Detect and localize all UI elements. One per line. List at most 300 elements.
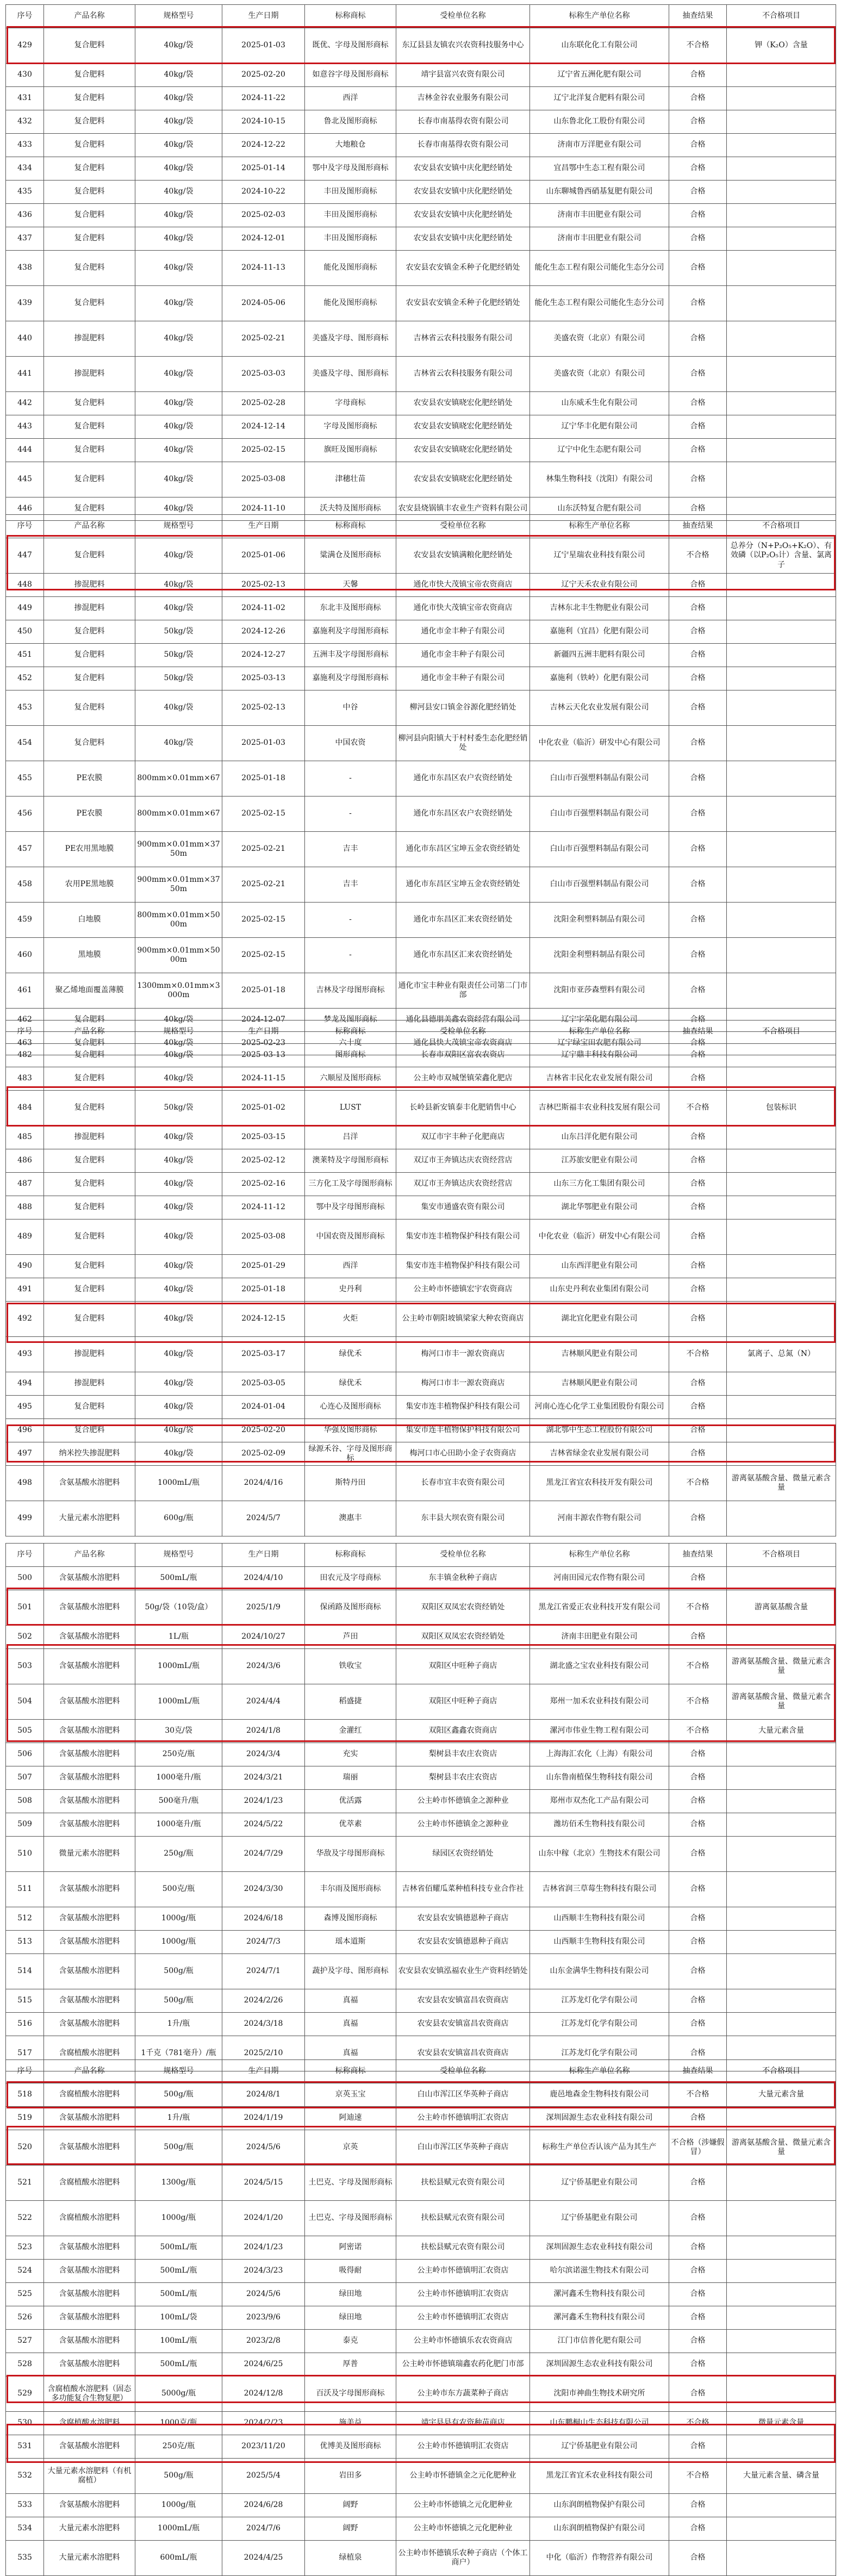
cell-serial: 510 [6, 1837, 44, 1872]
cell-serial: 493 [6, 1337, 44, 1372]
cell-manufacturer: 能化生态工程有限公司能化生态分公司 [530, 286, 669, 321]
table-row [6, 1626, 836, 1649]
cell-manufacturer: 山东威禾生化有限公司 [530, 392, 669, 415]
cell-production-date: 2024/4/25 [222, 2541, 305, 2576]
cell-inspected-unit: 通化市宝丰种业有限责任公司第二门市部 [396, 973, 530, 1009]
cell-inspected-unit: 农安县农安镇金禾种子化肥经销处 [396, 286, 530, 321]
cell-manufacturer: 白山市百强塑料制品有限公司 [530, 867, 669, 903]
cell-failed-items [727, 903, 836, 938]
cell-inspected-unit: 通化市东昌区宝坤五金农资经销处 [396, 832, 530, 867]
cell-inspected-unit: 公主岭市怀德镇瑞鑫农药化肥门市部 [396, 2353, 530, 2376]
cell-result: 合格 [669, 2260, 727, 2283]
cell-failed-items: 氯离子、总氮（N） [727, 1337, 836, 1372]
cell-product-name: 含氨基酸水溶肥料 [44, 1907, 135, 1931]
cell-inspected-unit: 吉林金谷农业服务有限公司 [396, 87, 530, 110]
cell-failed-items [727, 110, 836, 134]
cell-brand: 真福 [305, 2013, 396, 2036]
cell-inspected-unit: 梅河口市心田助小金子农资商店 [396, 1442, 530, 1466]
table-row [6, 1091, 836, 1126]
cell-serial: 434 [6, 157, 44, 181]
cell-serial: 446 [6, 497, 44, 521]
table-row [6, 1044, 836, 1067]
cell-failed-items [727, 1126, 836, 1149]
cell-production-date: 2024/1/23 [222, 2236, 305, 2260]
cell-brand: 瑶本道斯 [305, 1931, 396, 1954]
header-serial: 序号 [6, 1544, 44, 1567]
cell-inspected-unit: 公主岭市怀德镇明汇农资店 [396, 2283, 530, 2306]
cell-product-name: 含氨基酸水溶肥料 [44, 1649, 135, 1684]
table-row [6, 28, 836, 64]
cell-production-date: 2024-12-22 [222, 134, 305, 157]
cell-brand: 西洋 [305, 1255, 396, 1278]
cell-spec: 500g/瓶 [135, 2130, 222, 2166]
cell-spec: 40kg/袋 [135, 1337, 222, 1372]
cell-spec: 1000g/瓶 [135, 2201, 222, 2236]
cell-result: 合格 [669, 392, 727, 415]
cell-failed-items [727, 134, 836, 157]
cell-result: 合格 [669, 1009, 727, 1032]
cell-product-name: 复合肥料 [44, 1067, 135, 1091]
cell-result: 合格 [669, 415, 727, 439]
cell-failed-items [727, 87, 836, 110]
cell-serial: 520 [6, 2130, 44, 2166]
table-row [6, 973, 836, 1009]
cell-serial: 499 [6, 1501, 44, 1536]
cell-serial: 512 [6, 1907, 44, 1931]
cell-manufacturer: 江苏旅安肥业有限公司 [530, 1149, 669, 1173]
cell-result: 合格 [669, 1419, 727, 1442]
cell-manufacturer: 吉林云天化农业发展有限公司 [530, 690, 669, 726]
cell-failed-items [727, 2260, 836, 2283]
cell-result: 合格 [669, 2107, 727, 2130]
cell-spec: 500g/瓶 [135, 2459, 222, 2494]
table-row [6, 357, 836, 392]
cell-result: 合格 [669, 574, 727, 597]
table-row [6, 2260, 836, 2283]
cell-serial: 524 [6, 2260, 44, 2283]
table-row [6, 227, 836, 251]
cell-production-date: 2025-03-08 [222, 1219, 305, 1255]
cell-manufacturer: 深圳固源生态农业科技有限公司 [530, 2236, 669, 2260]
cell-manufacturer: 江门市信普化肥有限公司 [530, 2330, 669, 2353]
cell-product-name: 复合肥料 [44, 538, 135, 574]
cell-result: 不合格 [669, 2083, 727, 2107]
cell-brand: 绿植泉 [305, 2541, 396, 2576]
cell-failed-items [727, 1837, 836, 1872]
cell-inspected-unit: 公主岭市怀德镇明汇农资店 [396, 2260, 530, 2283]
cell-inspected-unit: 梨树县丰农庄农资店 [396, 1766, 530, 1790]
cell-brand: 如意谷字母及图形商标 [305, 64, 396, 87]
cell-serial: 501 [6, 1590, 44, 1626]
cell-product-name: PE农膜 [44, 797, 135, 832]
cell-serial: 530 [6, 2412, 44, 2435]
cell-brand: 田农元及字母商标 [305, 1567, 396, 1590]
cell-production-date: 2025-03-13 [222, 667, 305, 690]
cell-spec: 1000g/瓶 [135, 1931, 222, 1954]
cell-spec: 250克/瓶 [135, 2435, 222, 2459]
cell-brand: 土巴克、字母及图形商标 [305, 2201, 396, 2236]
cell-production-date: 2025-03-05 [222, 1372, 305, 1396]
cell-serial: 500 [6, 1567, 44, 1590]
cell-manufacturer: 吉林顺风肥业有限公司 [530, 1337, 669, 1372]
cell-spec: 600mL/瓶 [135, 2541, 222, 2576]
cell-inspected-unit: 长春市宜丰农资有限公司 [396, 1466, 530, 1501]
cell-production-date: 2024/2/23 [222, 2412, 305, 2435]
cell-brand: 澳莱特及字母图形商标 [305, 1149, 396, 1173]
cell-spec: 40kg/袋 [135, 1009, 222, 1032]
table-row [6, 690, 836, 726]
cell-result: 合格 [669, 1278, 727, 1302]
cell-production-date: 2024-12-01 [222, 227, 305, 251]
header-inspected-unit: 受检单位名称 [396, 5, 530, 28]
cell-product-name: 含腐植酸水溶肥料 [44, 2201, 135, 2236]
table-row [6, 1067, 836, 1091]
cell-brand: 心连心及图形商标 [305, 1396, 396, 1419]
cell-result: 合格 [669, 1396, 727, 1419]
table-row [6, 2459, 836, 2494]
table-row [6, 1954, 836, 1989]
cell-production-date: 2024/1/23 [222, 1790, 305, 1813]
cell-failed-items [727, 797, 836, 832]
cell-production-date: 2023/9/6 [222, 2306, 305, 2330]
cell-serial: 495 [6, 1396, 44, 1419]
cell-result: 合格 [669, 2353, 727, 2376]
cell-inspected-unit: 通化市金丰种子有限公司 [396, 620, 530, 644]
cell-serial: 529 [6, 2376, 44, 2412]
cell-production-date: 2025-03-13 [222, 1044, 305, 1067]
cell-brand: 鲁北及图形商标 [305, 110, 396, 134]
cell-serial: 453 [6, 690, 44, 726]
cell-result: 合格 [669, 462, 727, 497]
cell-manufacturer: 哈尔滨诺滋生物技术有限公司 [530, 2260, 669, 2283]
cell-spec: 40kg/袋 [135, 1044, 222, 1067]
cell-failed-items [727, 1255, 836, 1278]
cell-result: 不合格 [669, 2459, 727, 2494]
header-brand: 标称商标 [305, 1021, 396, 1044]
cell-product-name: 含氨基酸水溶肥料 [44, 1872, 135, 1907]
cell-result: 合格 [669, 1766, 727, 1790]
cell-spec: 40kg/袋 [135, 1126, 222, 1149]
cell-failed-items [727, 574, 836, 597]
cell-product-name: 复合肥料 [44, 157, 135, 181]
cell-product-name: 复合肥料 [44, 392, 135, 415]
cell-manufacturer: 山东聊城鲁西硝基复肥有限公司 [530, 181, 669, 204]
cell-manufacturer: 湖北盛之宝农业科技有限公司 [530, 1649, 669, 1684]
cell-inspected-unit: 通化市东昌区农户农资经销处 [396, 761, 530, 797]
cell-brand: 瑞丽 [305, 1766, 396, 1790]
cell-brand: 吉林及字母图形商标 [305, 973, 396, 1009]
cell-inspected-unit: 农安县农安镇中庆化肥经销处 [396, 204, 530, 227]
cell-result: 合格 [669, 1954, 727, 1989]
cell-serial: 532 [6, 2459, 44, 2494]
cell-production-date: 2024-12-07 [222, 1009, 305, 1032]
cell-product-name: 复合肥料 [44, 1009, 135, 1032]
cell-spec: 250g/瓶 [135, 1837, 222, 1872]
cell-inspected-unit: 东丰县大坝农资有限公司 [396, 1501, 530, 1536]
cell-manufacturer: 潍坊佰禾生物科技有限公司 [530, 1813, 669, 1837]
cell-product-name: 含氨基酸水溶肥料 [44, 2236, 135, 2260]
table-row [6, 1907, 836, 1931]
table-row [6, 597, 836, 620]
table-row [6, 2107, 836, 2130]
header-manufacturer: 标称生产单位名称 [530, 2060, 669, 2083]
cell-failed-items [727, 1173, 836, 1196]
cell-production-date: 2024/6/28 [222, 2494, 305, 2517]
table-row [6, 286, 836, 321]
cell-brand: 史丹利 [305, 1278, 396, 1302]
cell-result: 合格 [669, 1743, 727, 1766]
cell-production-date: 2025-01-03 [222, 28, 305, 64]
cell-manufacturer: 黑龙江省宜禾农业科技有限公司 [530, 2459, 669, 2494]
cell-brand: 吕洋 [305, 1126, 396, 1149]
cell-manufacturer: 吉林省润三草莓生物科技有限公司 [530, 1872, 669, 1907]
table-row [6, 867, 836, 903]
cell-manufacturer: 宜昌鄂中生态工程有限公司 [530, 157, 669, 181]
table-row [6, 321, 836, 357]
table-row [6, 667, 836, 690]
cell-serial: 534 [6, 2517, 44, 2541]
cell-product-name: 纳米控失掺混肥料 [44, 1442, 135, 1466]
cell-spec: 500g/瓶 [135, 1989, 222, 2013]
cell-product-name: 含氨基酸水溶肥料 [44, 2283, 135, 2306]
cell-serial: 463 [6, 1032, 44, 1055]
table-row [6, 181, 836, 204]
cell-production-date: 2024/5/6 [222, 2283, 305, 2306]
cell-inspected-unit: 通化县德朋美鑫农资经营有限公司 [396, 1009, 530, 1032]
cell-brand: 华敌及字母图形商标 [305, 1837, 396, 1872]
cell-manufacturer: 中化农业（临沂）研发中心有限公司 [530, 726, 669, 761]
cell-inspected-unit: 公主岭市怀德镇明汇农资店 [396, 2435, 530, 2459]
cell-spec: 40kg/袋 [135, 1219, 222, 1255]
cell-failed-items [727, 1567, 836, 1590]
header-serial: 序号 [6, 515, 44, 538]
cell-spec: 1千克（781毫升）/瓶 [135, 2036, 222, 2071]
cell-failed-items [727, 286, 836, 321]
cell-product-name: 复合肥料 [44, 439, 135, 462]
cell-serial: 509 [6, 1813, 44, 1837]
cell-spec: 40kg/袋 [135, 726, 222, 761]
cell-spec: 50kg/袋 [135, 667, 222, 690]
cell-product-name: 复合肥料 [44, 1278, 135, 1302]
cell-product-name: 掺混肥料 [44, 574, 135, 597]
cell-spec: 40kg/袋 [135, 1196, 222, 1219]
cell-product-name: 复合肥料 [44, 667, 135, 690]
cell-product-name: 含氨基酸水溶肥料 [44, 2107, 135, 2130]
cell-product-name: 掺混肥料 [44, 357, 135, 392]
cell-manufacturer: 能化生态工程有限公司能化生态分公司 [530, 251, 669, 286]
cell-result: 合格 [669, 761, 727, 797]
cell-serial: 507 [6, 1766, 44, 1790]
header-result: 抽查结果 [669, 1021, 727, 1044]
cell-product-name: 含氨基酸水溶肥料 [44, 1684, 135, 1720]
cell-failed-items [727, 2201, 836, 2236]
cell-serial: 491 [6, 1278, 44, 1302]
cell-product-name: 黑地膜 [44, 938, 135, 973]
cell-failed-items [727, 64, 836, 87]
cell-brand: 澳惠丰 [305, 1501, 396, 1536]
cell-manufacturer: 山东润朗植物保护有限公司 [530, 2517, 669, 2541]
cell-serial: 459 [6, 903, 44, 938]
header-production-date: 生产日期 [222, 1021, 305, 1044]
table-row [6, 2435, 836, 2459]
cell-manufacturer: 辽宁侨基肥业有限公司 [530, 2201, 669, 2236]
cell-product-name: 白地膜 [44, 903, 135, 938]
cell-spec: 1300g/瓶 [135, 2166, 222, 2201]
table-row [6, 2517, 836, 2541]
cell-production-date: 2025-03-08 [222, 462, 305, 497]
cell-manufacturer: 白山市百强塑料制品有限公司 [530, 797, 669, 832]
cell-spec: 100mL/袋 [135, 2306, 222, 2330]
cell-brand: 阿密诺 [305, 2236, 396, 2260]
header-result: 抽查结果 [669, 1544, 727, 1567]
cell-spec: 40kg/袋 [135, 321, 222, 357]
cell-brand: 东北丰及图形商标 [305, 597, 396, 620]
cell-inspected-unit: 扶松县赋元农资有限公司 [396, 2236, 530, 2260]
cell-failed-items [727, 1219, 836, 1255]
cell-inspected-unit: 农安县农安镇富昌农资商店 [396, 2036, 530, 2071]
cell-product-name: 复合肥料 [44, 1302, 135, 1337]
cell-spec: 40kg/袋 [135, 538, 222, 574]
cell-brand: 优萃素 [305, 1813, 396, 1837]
cell-production-date: 2024/5/22 [222, 1813, 305, 1837]
cell-failed-items [727, 2107, 836, 2130]
cell-inspected-unit: 公主岭市朝阳坡镇梁家大种农资商店 [396, 1302, 530, 1337]
cell-spec: 40kg/袋 [135, 1372, 222, 1396]
cell-product-name: 复合肥料 [44, 1219, 135, 1255]
table-row [6, 538, 836, 574]
cell-result: 合格 [669, 2036, 727, 2071]
cell-inspected-unit: 公主岭市怀德镇之元化肥种业 [396, 2517, 530, 2541]
cell-production-date: 2024-12-15 [222, 1302, 305, 1337]
cell-brand: 泰克 [305, 2330, 396, 2353]
cell-result: 合格 [669, 1149, 727, 1173]
cell-manufacturer: 山东鲁北化工股份有限公司 [530, 110, 669, 134]
cell-production-date: 2025-02-03 [222, 204, 305, 227]
cell-failed-items [727, 1766, 836, 1790]
cell-serial: 429 [6, 28, 44, 64]
table-row [6, 1813, 836, 1837]
cell-serial: 504 [6, 1684, 44, 1720]
cell-serial: 485 [6, 1126, 44, 1149]
cell-brand: 津穗壮苗 [305, 462, 396, 497]
cell-failed-items [727, 321, 836, 357]
cell-manufacturer: 吉林省丰民化农业发展有限公司 [530, 1067, 669, 1091]
cell-failed-items: 游离氨基酸含量、微量元素含量 [727, 1684, 836, 1720]
cell-inspected-unit: 公主岭市双城堡镇荣鑫化肥店 [396, 1067, 530, 1091]
cell-production-date: 2025-03-15 [222, 1126, 305, 1149]
cell-result: 合格 [669, 2541, 727, 2576]
cell-brand: 施美益 [305, 2412, 396, 2435]
cell-serial: 502 [6, 1626, 44, 1649]
cell-spec: 40kg/袋 [135, 1442, 222, 1466]
cell-failed-items [727, 1501, 836, 1536]
cell-product-name: 掺混肥料 [44, 597, 135, 620]
cell-product-name: 掺混肥料 [44, 1126, 135, 1149]
cell-brand: 绿源禾谷、字母及图形商标 [305, 1442, 396, 1466]
cell-serial: 457 [6, 832, 44, 867]
cell-product-name: 复合肥料 [44, 1173, 135, 1196]
cell-brand: 绿优禾 [305, 1372, 396, 1396]
cell-failed-items [727, 1626, 836, 1649]
cell-inspected-unit: 公主岭市怀德镇金之元化肥种业 [396, 2459, 530, 2494]
cell-spec: 40kg/袋 [135, 574, 222, 597]
cell-failed-items [727, 1907, 836, 1931]
cell-serial: 525 [6, 2283, 44, 2306]
cell-production-date: 2025-01-02 [222, 1091, 305, 1126]
cell-serial: 432 [6, 110, 44, 134]
table-row [6, 392, 836, 415]
cell-spec: 40kg/袋 [135, 690, 222, 726]
cell-manufacturer: 辽宁中化生态肥有限公司 [530, 439, 669, 462]
cell-brand: 绿田地 [305, 2283, 396, 2306]
cell-serial: 458 [6, 867, 44, 903]
cell-brand: 岩田多 [305, 2459, 396, 2494]
cell-result: 不合格 [669, 1091, 727, 1126]
cell-result: 不合格（涉嫌假冒） [669, 2130, 727, 2166]
cell-spec: 40kg/袋 [135, 1396, 222, 1419]
cell-manufacturer: 吉林东北丰生物肥业有限公司 [530, 597, 669, 620]
cell-product-name: 农用PE黑地膜 [44, 867, 135, 903]
header-product-name: 产品名称 [44, 515, 135, 538]
header-production-date: 生产日期 [222, 515, 305, 538]
cell-spec: 500mL/瓶 [135, 2353, 222, 2376]
cell-manufacturer: 沈阳金利塑料制品有限公司 [530, 903, 669, 938]
cell-result: 合格 [669, 938, 727, 973]
cell-inspected-unit: 农安县农安镇德恩种子商店 [396, 1931, 530, 1954]
cell-spec: 40kg/袋 [135, 28, 222, 64]
cell-spec: 250克/瓶 [135, 1743, 222, 1766]
table-row [6, 2376, 836, 2412]
cell-production-date: 2025-02-15 [222, 938, 305, 973]
cell-product-name: 含氨基酸水溶肥料 [44, 2494, 135, 2517]
cell-serial: 505 [6, 1720, 44, 1743]
cell-failed-items: 包装标识 [727, 1091, 836, 1126]
cell-serial: 535 [6, 2541, 44, 2576]
cell-manufacturer: 吉林顺风肥业有限公司 [530, 1372, 669, 1396]
cell-brand: 金灌红 [305, 1720, 396, 1743]
cell-failed-items [727, 2541, 836, 2576]
cell-production-date: 2024/5/15 [222, 2166, 305, 2201]
cell-spec: 40kg/袋 [135, 497, 222, 521]
cell-inspected-unit: 农安县农安镇富昌农资商店 [396, 2013, 530, 2036]
table-row [6, 2201, 836, 2236]
cell-production-date: 2025-01-18 [222, 1278, 305, 1302]
cell-result: 合格 [669, 1067, 727, 1091]
cell-production-date: 2024-12-14 [222, 415, 305, 439]
cell-inspected-unit: 双阳区中旺种子商店 [396, 1649, 530, 1684]
cell-spec: 40kg/袋 [135, 1419, 222, 1442]
cell-product-name: 含氨基酸水溶肥料 [44, 2260, 135, 2283]
cell-serial: 435 [6, 181, 44, 204]
cell-failed-items [727, 2236, 836, 2260]
cell-brand: 中国农资及图形商标 [305, 1219, 396, 1255]
cell-failed-items [727, 1419, 836, 1442]
header-failed-items: 不合格项目 [727, 1544, 836, 1567]
cell-spec: 40kg/袋 [135, 87, 222, 110]
table-row [6, 1302, 836, 1337]
cell-manufacturer: 山东吕洋化肥有限公司 [530, 1126, 669, 1149]
cell-serial: 460 [6, 938, 44, 973]
cell-spec: 5000g/瓶 [135, 2376, 222, 2412]
cell-production-date: 2024-11-15 [222, 1067, 305, 1091]
cell-inspected-unit: 农安县农安镇中庆化肥经销处 [396, 157, 530, 181]
cell-production-date: 2024/12/8 [222, 2376, 305, 2412]
header-spec: 规格型号 [135, 1021, 222, 1044]
table-row [6, 574, 836, 597]
cell-spec: 500mL/瓶 [135, 2283, 222, 2306]
cell-inspected-unit: 双阳区双凤宏农资经销处 [396, 1590, 530, 1626]
cell-failed-items [727, 2494, 836, 2517]
